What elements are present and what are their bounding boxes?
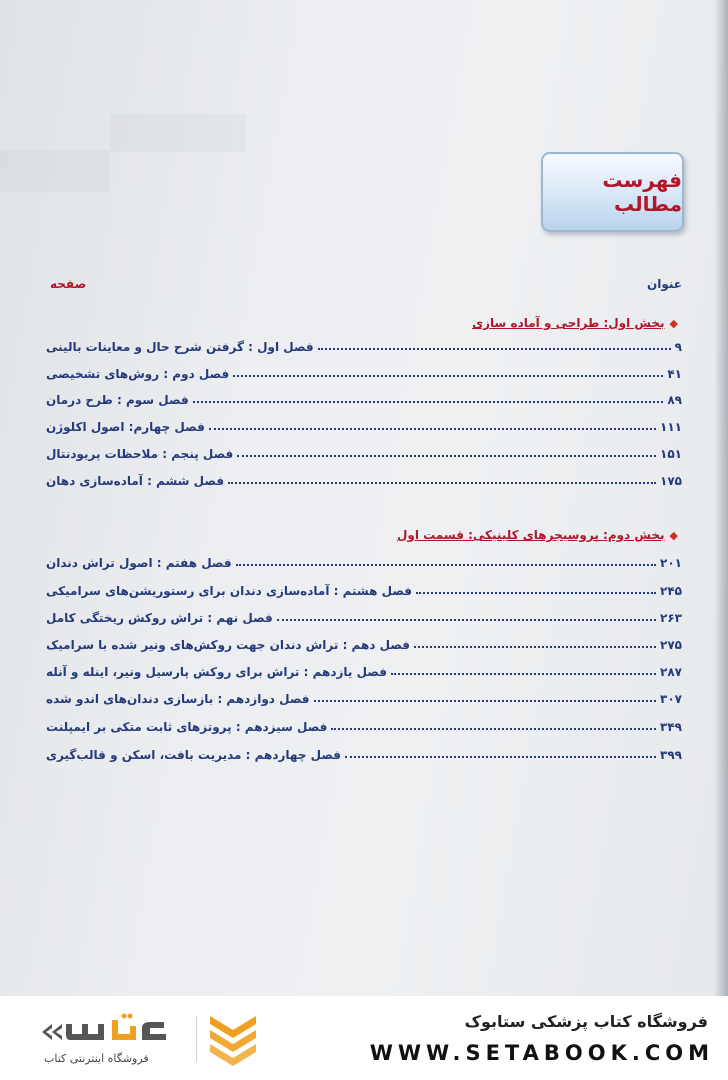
chapter-title: فصل پنجم : ملاحظات پریودنتال — [46, 447, 234, 461]
chapter-title: فصل چهاردهم : مدیریت بافت، اسکن و قالب‌گیری — [46, 748, 342, 762]
page-number: ۲۸۷ — [660, 665, 682, 679]
toc-row[interactable] — [46, 632, 682, 652]
dot-leader — [391, 673, 656, 675]
chapter-title: فصل یازدهم : تراش برای روکش پارسیل ونیر، اینله و آنله — [46, 665, 387, 679]
logo-divider — [196, 1016, 197, 1062]
store-name: فروشگاه کتاب پزشکی ستابوک — [464, 1012, 708, 1031]
chapter-title: فصل اول : گرفتن شرح حال و معاینات بالینی — [46, 340, 314, 354]
chapter-title: فصل دهم : تراش دندان جهت روکش‌های ونیر شده با سرامیک — [46, 638, 411, 652]
toc-row[interactable] — [46, 441, 682, 461]
page-number: ۳۰۷ — [660, 692, 682, 706]
page-number: ۲۰۱ — [660, 556, 682, 570]
page-number: ۱۷۵ — [660, 474, 682, 488]
section-heading: ◆بخش دوم: پروسیجرهای کلینیکی: قسمت اول — [396, 528, 678, 542]
chapter-title: فصل هشتم : آماده‌سازی دندان برای رستوریشن‌های سرامیکی — [46, 584, 413, 598]
dot-leader — [416, 592, 656, 594]
toc-row[interactable] — [46, 742, 682, 762]
page-number: ۳۴۹ — [660, 720, 682, 734]
toc-row[interactable] — [46, 334, 682, 354]
chapter-title: فصل نهم : تراش روکش ریختگی کامل — [46, 611, 273, 625]
dot-leader — [193, 401, 664, 403]
chapter-title: فصل دوم : روش‌های تشخیصی — [46, 367, 230, 381]
page-title: فهرست مطالب — [602, 168, 682, 216]
page-edge-shadow — [714, 0, 728, 996]
dot-leader — [414, 646, 656, 648]
toc-row[interactable] — [46, 578, 682, 598]
store-url[interactable]: WWW.SETABOOK.COM — [369, 1041, 714, 1065]
page-number: ۲۶۳ — [660, 611, 682, 625]
page-number: ۸۹ — [667, 393, 682, 407]
page-number: ۲۴۵ — [660, 584, 682, 598]
toc-row[interactable] — [46, 605, 682, 625]
bleed-through-block — [0, 150, 110, 192]
dot-leader — [237, 455, 656, 457]
page-number: ۴۱ — [667, 367, 682, 381]
page-number: ۹ — [674, 340, 682, 354]
dot-leader — [314, 700, 656, 702]
toc-row[interactable] — [46, 361, 682, 381]
logo-subtitle: فروشگاه اینترنتی کتاب — [44, 1052, 149, 1065]
dot-leader — [345, 756, 656, 758]
toc-row[interactable] — [46, 714, 682, 734]
dot-leader — [233, 375, 663, 377]
diamond-bullet-icon: ◆ — [669, 317, 678, 330]
bleed-through-block — [110, 114, 246, 152]
dot-leader — [209, 428, 656, 430]
chevron-stack-icon — [206, 1010, 260, 1066]
store-footer-banner — [0, 996, 728, 1080]
toc-row[interactable] — [46, 686, 682, 706]
toc-row[interactable] — [46, 550, 682, 570]
dot-leader — [277, 619, 656, 621]
page-number: ۱۵۱ — [660, 447, 682, 461]
chapter-title: فصل چهارم: اصول اکلوژن — [46, 420, 205, 434]
toc-row[interactable] — [46, 414, 682, 434]
toc-row[interactable] — [46, 468, 682, 488]
page-number: ۱۱۱ — [660, 420, 682, 434]
chapter-title: فصل دوازدهم : بازسازی دندان‌های اندو شده — [46, 692, 310, 706]
dot-leader — [331, 728, 656, 730]
page-number: ۳۹۹ — [660, 748, 682, 762]
chapter-title: فصل سوم : طرح درمان — [46, 393, 189, 407]
chapter-title: فصل ششم : آماده‌سازی دهان — [46, 474, 225, 488]
toc-title-box — [541, 152, 684, 232]
chapter-title: فصل هفتم : اصول تراش دندان — [46, 556, 232, 570]
toc-row[interactable] — [46, 659, 682, 679]
toc-row[interactable] — [46, 387, 682, 407]
chapter-title: فصل سیزدهم : پروتزهای ثابت متکی بر ایمپلنت — [46, 720, 328, 734]
dot-leader — [236, 564, 656, 566]
setabook-wordmark-logo — [38, 1010, 188, 1050]
dot-leader — [318, 348, 671, 350]
section-heading: ◆بخش اول: طراحی و آماده سازی — [472, 316, 678, 330]
dot-leader — [228, 482, 656, 484]
page-number: ۲۷۵ — [660, 638, 682, 652]
diamond-bullet-icon: ◆ — [669, 529, 678, 542]
column-header-title: عنوان — [647, 277, 682, 291]
column-header-page: صفحه — [50, 277, 87, 291]
